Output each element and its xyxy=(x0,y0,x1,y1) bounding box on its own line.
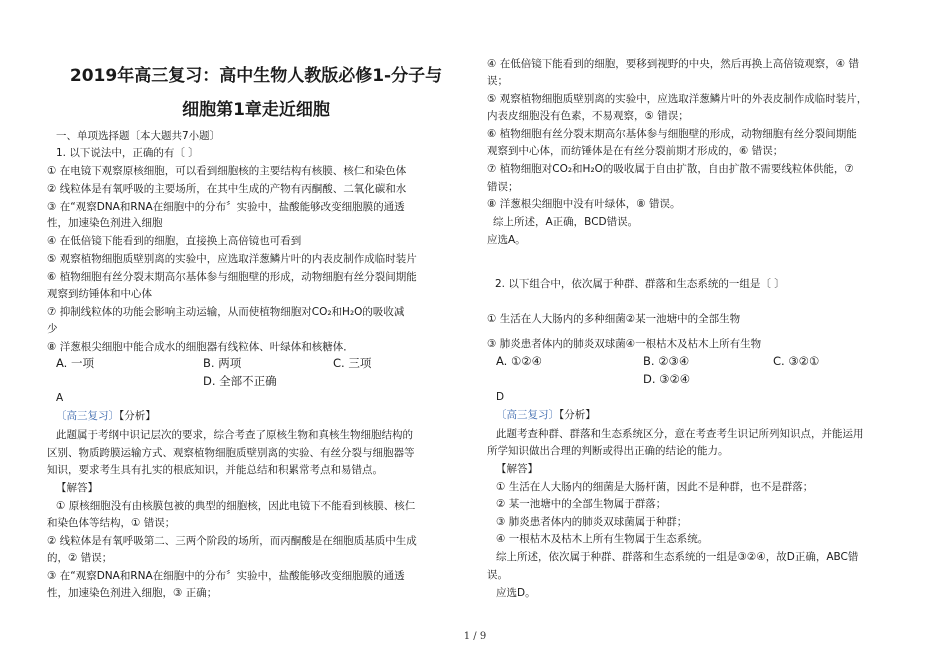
q1-statement: ⑧ 洋葱根尖细胞中能合成水的细胞器有线粒体、叶绿体和核糖体． xyxy=(47,341,354,353)
q1-analysis-label: 【分析】 xyxy=(119,410,156,422)
q1-option-c: C. 三项 xyxy=(333,356,372,370)
q1-solution-cont-line: 误； xyxy=(487,75,508,87)
document-title-line-2: 细胞第1章走近细胞 xyxy=(182,100,330,120)
q2-option-a: A. ①②④ xyxy=(496,354,542,368)
q2-answer: D xyxy=(496,391,505,403)
q1-solution-line: 和染色体等结构，① 错误； xyxy=(47,517,176,529)
q2-analysis-line: 此题考查种群、群落和生态系统区分，意在考查考生识记所列知识点，并能运用 xyxy=(496,428,864,440)
q1-statement: ② 线粒体是有氧呼吸的主要场所，在其中生成的产物有丙酮酸、二氧化碳和水 xyxy=(47,183,407,195)
question-2-stem: 2. 以下组合中，依次属于种群、群落和生态系统的一组是〔 〕 xyxy=(495,278,785,290)
q2-statement: ③ 肺炎患者体内的肺炎双球菌④一根枯木及枯木上所有生物 xyxy=(487,338,762,350)
q1-statement: 观察到纺锤体和中心体 xyxy=(47,288,152,300)
q1-analysis-line: 知识，要求考生具有扎实的根底知识，并能总结和积累常考点和易错点。 xyxy=(47,464,383,476)
q2-analysis-tag: 〔高三复习〕 xyxy=(496,409,559,421)
q1-analysis-heading xyxy=(56,409,156,423)
q2-solution-line: ① 生活在人大肠内的细菌是大肠杆菌，因此不是种群，也不是群落； xyxy=(496,481,814,493)
q2-option-b: B. ②③④ xyxy=(643,354,690,368)
q2-solution-line: ② 某一池塘中的全部生物属于群落； xyxy=(496,498,667,510)
page-number: 1 / 9 xyxy=(463,631,487,642)
q1-statement: ⑥ 植物细胞有丝分裂末期高尔基体参与细胞壁的形成，动物细胞有丝分裂间期能 xyxy=(47,271,417,283)
q1-solution-cont-line: ⑥ 植物细胞有丝分裂末期高尔基体参与细胞壁的形成，动物细胞有丝分裂间期能 xyxy=(487,128,857,140)
q1-solution-cont-line: 观察到中心体，而纺锤体是在有丝分裂前期才形成的，⑥ 错误； xyxy=(487,145,784,157)
document-title-line-1: 2019年高三复习：高中生物人教版必修1-分子与 xyxy=(69,66,443,86)
q1-statement: 性，加速染色剂进入细胞 xyxy=(47,217,163,229)
q1-statement: ⑤ 观察植物细胞质壁别离的实验中，应选取洋葱鳞片叶的内表皮制作成临时装片 xyxy=(47,253,417,265)
q1-analysis-tag: 〔高三复习〕 xyxy=(56,410,119,422)
q1-solution-cont-line: 内表皮细胞没有色素，不易观察，⑤ 错误； xyxy=(487,110,689,122)
q1-conclusion: 综上所述，A正确，BCD错误。 xyxy=(493,216,639,228)
q2-conclusion: 综上所述，依次属于种群、群落和生态系统的一组是③②④，故D正确，ABC错 xyxy=(496,551,859,563)
q1-statement: ④ 在低倍镜下能看到的细胞，直接换上高倍镜也可看到 xyxy=(47,235,302,247)
q1-solution-line: ② 线粒体是有氧呼吸第二、三两个阶段的场所，而丙酮酸是在细胞质基质中生成 xyxy=(47,535,417,547)
q1-solution-line: ① 原核细胞没有由核膜包被的典型的细胞核，因此电镜下不能看到核膜、核仁 xyxy=(56,500,416,512)
q1-statement: ③ 在“观察DNA和RNA在细胞中的分布〞实验中，盐酸能够改变细胞膜的通透 xyxy=(47,201,405,213)
question-1-stem: 1. 以下说法中，正确的有〔 〕 xyxy=(56,147,199,159)
q2-solution-label: 【解答】 xyxy=(496,463,538,475)
q1-answer: A xyxy=(56,392,64,404)
q2-analysis-label: 【分析】 xyxy=(559,409,596,421)
q1-statement: 少 xyxy=(47,323,58,335)
q1-solution-cont-line: 错误； xyxy=(487,181,519,193)
q1-solution-cont-line: ④ 在低倍镜下能看到的细胞，要移到视野的中央，然后再换上高倍镜观察，④ 错 xyxy=(487,58,859,70)
q2-solution-line: ④ 一根枯木及枯木上所有生物属于生态系统。 xyxy=(496,533,709,545)
q2-conclusion-cont: 误。 xyxy=(487,569,508,581)
q2-statement: ① 生活在人大肠内的多种细菌②某一池塘中的全部生物 xyxy=(487,313,741,325)
q1-option-b: B. 两项 xyxy=(203,356,242,370)
q1-solution-line: ③ 在“观察DNA和RNA在细胞中的分布〞实验中，盐酸能够改变细胞膜的通透 xyxy=(47,570,405,582)
q2-final-answer: 应选D。 xyxy=(496,587,536,599)
q1-solution-cont-line: ⑤ 观察植物细胞质壁别离的实验中，应选取洋葱鳞片叶的外表皮制作成临时装片， xyxy=(487,93,868,105)
q1-solution-cont-line: ⑧ 洋葱根尖细胞中没有叶绿体，⑧ 错误。 xyxy=(487,198,681,210)
q1-option-a: A. 一项 xyxy=(56,356,94,370)
q1-final-answer: 应选A。 xyxy=(487,234,526,246)
q1-option-d: D. 全部不正确 xyxy=(203,374,277,388)
q2-analysis-line: 所学知识做出合理的判断或得出正确的结论的能力。 xyxy=(487,445,729,457)
q2-analysis-heading xyxy=(496,408,596,422)
q1-analysis-line: 此题属于考纲中识记层次的要求，综合考查了原核生物和真核生物细胞结构的 xyxy=(56,429,413,441)
q2-option-c: C. ③②① xyxy=(773,354,820,368)
q1-solution-label: 【解答】 xyxy=(56,482,98,494)
q1-solution-line: 性，加速染色剂进入细胞，③ 正确； xyxy=(47,587,218,599)
q1-statement: ① 在电镜下观察原核细胞，可以看到细胞核的主要结构有核膜、核仁和染色体 xyxy=(47,165,407,177)
section-heading: 一、单项选择题〔本大题共7小题〕 xyxy=(56,130,221,142)
q1-solution-cont-line: ⑦ 植物细胞对CO₂和H₂O的吸收属于自由扩散，自由扩散不需要线粒体供能，⑦ xyxy=(487,163,854,175)
q2-solution-line: ③ 肺炎患者体内的肺炎双球菌属于种群； xyxy=(496,516,688,528)
q1-analysis-line: 区别、物质跨膜运输方式、观察植物细胞质壁别离的实验、有丝分裂与细胞器等 xyxy=(47,447,415,459)
q2-option-d: D. ③②④ xyxy=(643,372,691,386)
q1-solution-line: 的，② 错误； xyxy=(47,552,113,564)
q1-statement: ⑦ 抑制线粒体的功能会影响主动运输，从而使植物细胞对CO₂和H₂O的吸收减 xyxy=(47,306,405,318)
